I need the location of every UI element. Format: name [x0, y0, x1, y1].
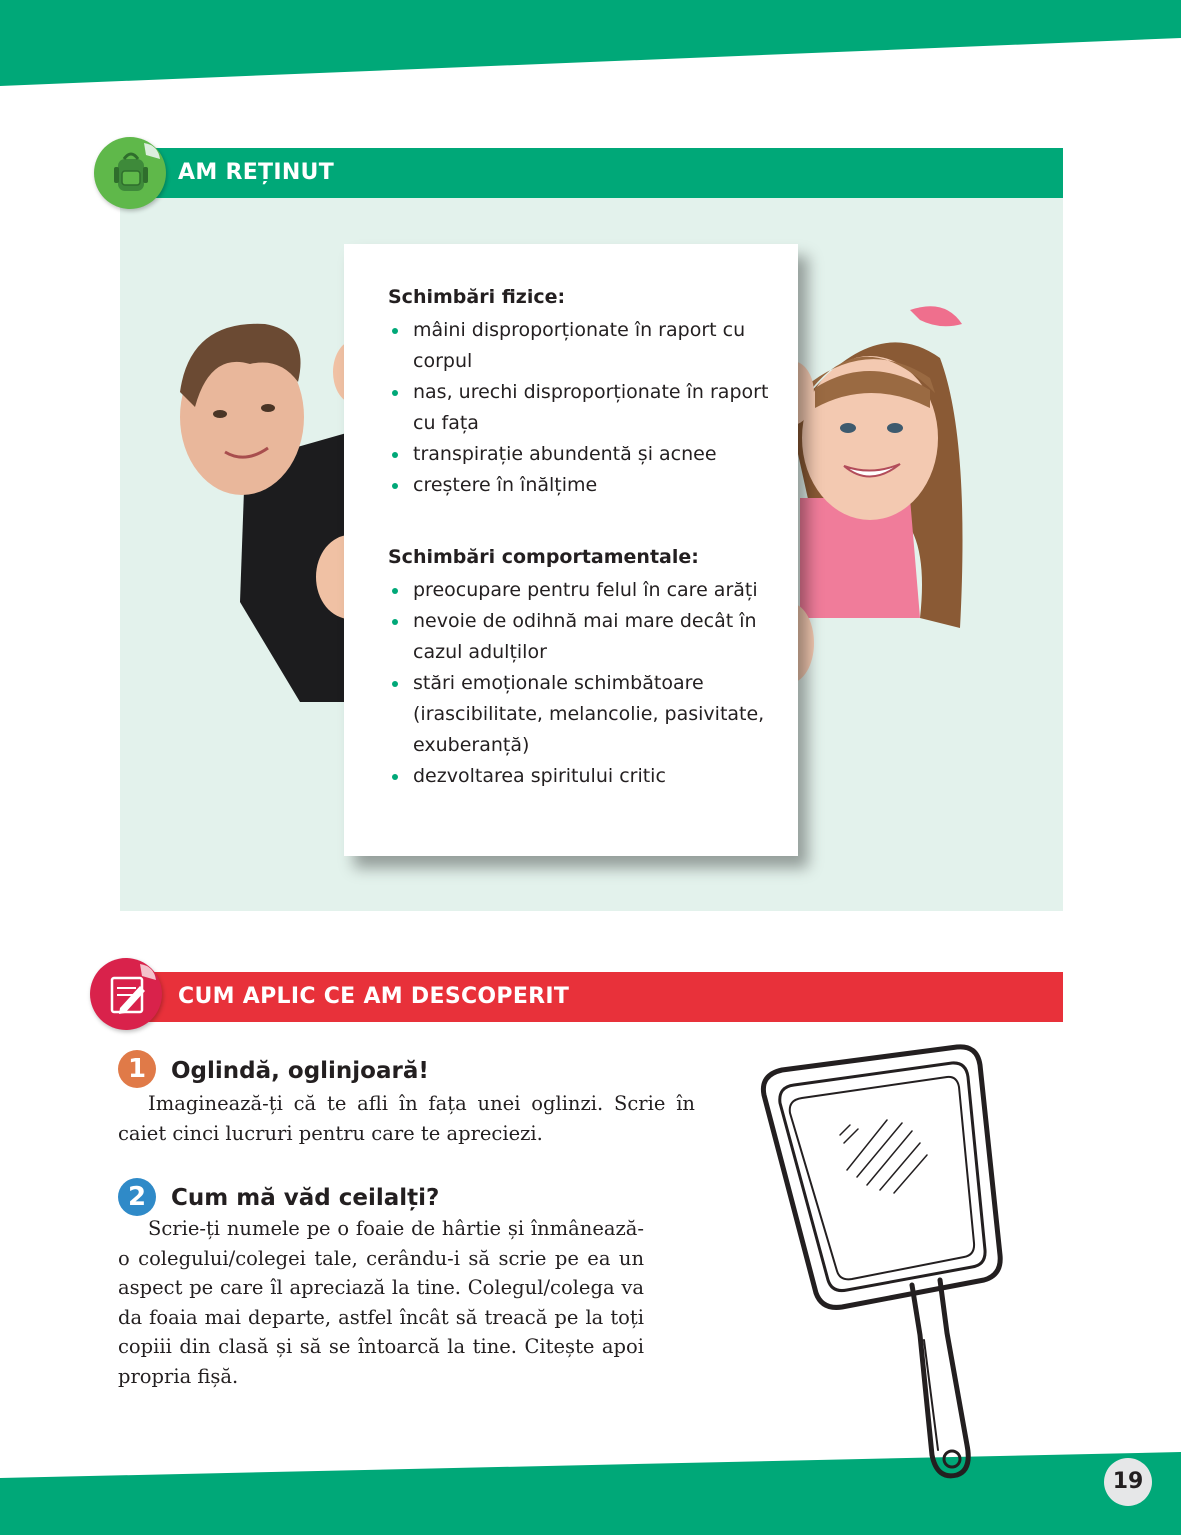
section-title-remember: AM REȚINUT	[118, 148, 1063, 198]
list-item: preocupare pentru felul în care arăți	[388, 575, 778, 606]
behavioral-changes-list	[388, 575, 778, 792]
list-item: transpirație abundentă și acnee	[388, 439, 778, 470]
exercise-2-text: Scrie-ți numele pe o foaie de hârtie și înmânează-o colegului/colegei tale, cerându-i să scrie pe ea un aspect pe care îl apreciază la tine. Colegul/colega va da foaia mai departe, astfel încât să treacă pe la toți copiii din clasă și să se întoarcă la tine. Citește apoi propria fișă.	[118, 1217, 644, 1388]
list-item: mâini disproporționate în raport cu corpul	[388, 315, 778, 377]
backpack-badge	[94, 137, 166, 209]
behavioral-changes-title: Schimbări comportamentale:	[388, 546, 699, 568]
top-green-band	[0, 0, 1181, 86]
exercise-1-title: Oglindă, oglinjoară!	[171, 1058, 429, 1084]
list-item: dezvoltarea spiritului critic	[388, 761, 778, 792]
exercise-number-1: 1	[118, 1050, 156, 1088]
hand-mirror-illustration	[752, 1035, 1012, 1495]
section-title-apply: CUM APLIC CE AM DESCOPERIT	[118, 972, 1063, 1022]
exercise-2-title: Cum mă văd ceilalți?	[171, 1185, 440, 1211]
page-number: 19	[1104, 1458, 1152, 1506]
exercise-number-2: 2	[118, 1178, 156, 1216]
remember-card	[344, 244, 798, 856]
list-item: nevoie de odihnă mai mare decât în cazul adulților	[388, 606, 778, 668]
list-item: stări emoționale schimbătoare (irascibilitate, melancolie, pasivitate, exuberanță)	[388, 668, 778, 761]
physical-changes-list	[388, 315, 778, 501]
list-item: nas, urechi disproporționate în raport cu fața	[388, 377, 778, 439]
physical-changes-title: Schimbări fizice:	[388, 286, 566, 308]
backpack-icon	[94, 137, 166, 209]
girl-illustration	[770, 298, 970, 688]
exercise-1-text: Imaginează-ți că te afli în fața unei oglinzi. Scrie în caiet cinci lucruri pentru care te apreciezi.	[118, 1092, 695, 1145]
pencil-note-badge	[90, 958, 162, 1030]
list-item: creștere în înălțime	[388, 470, 778, 501]
pencil-note-icon	[90, 958, 162, 1030]
